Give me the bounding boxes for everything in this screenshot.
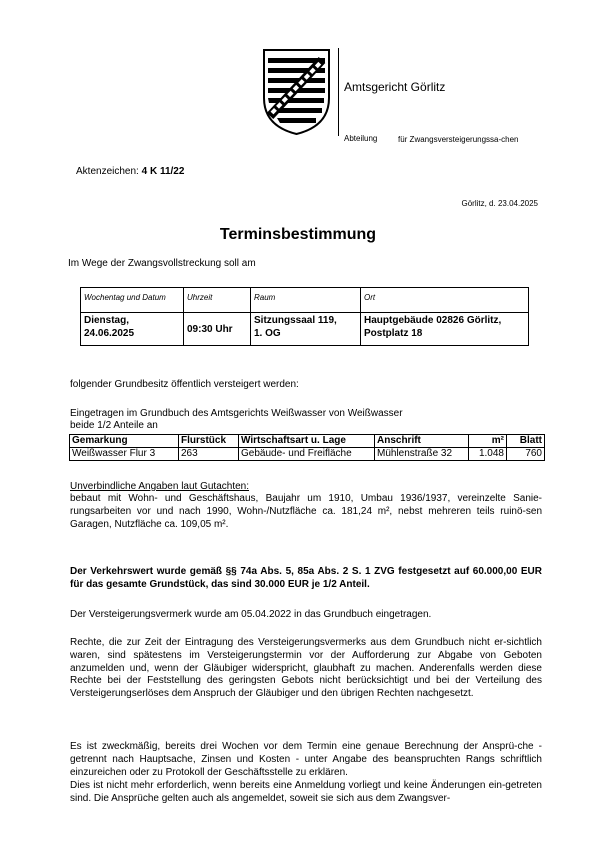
col-room: Raum bbox=[251, 288, 361, 313]
land-register-table bbox=[69, 434, 545, 461]
appointment-table bbox=[80, 287, 529, 346]
document-title: Terminsbestimmung bbox=[219, 226, 377, 243]
appointment-time: 09:30 Uhr bbox=[184, 313, 251, 346]
property-intro: folgender Grundbesitz öffentlich versteigert werden: bbox=[70, 379, 299, 390]
land-register-line-1: Eingetragen im Grundbuch des Amtsgerichts Weißwasser von Weißwasser bbox=[70, 408, 403, 419]
appointment-room bbox=[251, 313, 361, 346]
col-anschrift: Anschrift bbox=[375, 435, 469, 448]
room-line-2: 1. OG bbox=[254, 328, 281, 339]
letterhead-divider bbox=[338, 48, 339, 136]
saxony-coat-of-arms bbox=[260, 46, 333, 136]
col-weekday-date: Wochentag und Datum bbox=[81, 288, 184, 313]
appointment-weekday: Dienstag, bbox=[84, 315, 130, 326]
appointment-date-value: 24.06.2025 bbox=[84, 328, 135, 339]
rights-paragraph: Rechte, die zur Zeit der Eintragung des Versteigerungsvermerks aus dem Grundbuch nicht er-sichtlich waren, sind spätestens im Versteigerungstermin vor der Aufforderung zur Abgabe von Geboten anzumelden und, wenn der Gläubiger widerspricht, glaubhaft zu machen. Anderenfalls werden diese Rechte bei der Feststellung des geringsten Gebots nicht berücksichtigt und bei der Verteilung des Versteigerungserlöses dem Anspruch der Gläubiger und den übrigen Rechten nachgesetzt. bbox=[70, 637, 542, 700]
cell-flurstueck: 263 bbox=[179, 448, 239, 461]
land-register-line-2: beide 1/2 Anteile an bbox=[70, 420, 158, 431]
appointment-date bbox=[81, 313, 184, 346]
room-line-1: Sitzungssaal 119, bbox=[254, 315, 337, 326]
market-value: Der Verkehrswert wurde gemäß §§ 74a Abs. 5, 85a Abs. 2 S. 1 ZVG festgesetzt auf 60.000,00 EUR für das gesamte Grundstück, das sind 30.000 EUR je 1/2 Anteil. bbox=[70, 566, 542, 590]
place-date: Görlitz, d. 23.04.2025 bbox=[461, 199, 538, 208]
cell-blatt: 760 bbox=[507, 448, 545, 461]
cell-wirtschaftsart: Gebäude- und Freifläche bbox=[239, 448, 375, 461]
cell-anschrift: Mühlenstraße 32 bbox=[375, 448, 469, 461]
col-wirtschaftsart: Wirtschaftsart u. Lage bbox=[239, 435, 375, 448]
court-name: Amtsgericht Görlitz bbox=[344, 80, 446, 94]
appointment-place bbox=[361, 313, 529, 346]
claims-paragraph-2: Dies ist nicht mehr erforderlich, wenn bereits eine Anmeldung vorliegt und keine Änderungen ein-getreten sind. Die Ansprüche gelten auch als angemeldet, soweit sie sich aus dem Zwangsver- bbox=[70, 780, 542, 804]
intro-text: Im Wege der Zwangsvollstreckung soll am bbox=[68, 258, 256, 269]
auction-note: Der Versteigerungsvermerk wurde am 05.04.2022 in das Grundbuch eingetragen. bbox=[70, 609, 432, 620]
case-number-label: Aktenzeichen: bbox=[76, 166, 139, 177]
place-line-2: Postplatz 18 bbox=[364, 328, 423, 339]
appraisal-heading: Unverbindliche Angaben laut Gutachten: bbox=[70, 481, 250, 492]
appraisal-text: bebaut mit Wohn- und Geschäftshaus, Baujahr um 1910, Umbau 1936/1937, vereinzelte Sanie-rungsarbeiten vor und nach 1990, Wohn-/Nutzfläche ca. 181,24 m², nebst mehreren teils ruinö-sen Garagen, Nutzfläche ca. 109,05 m². bbox=[70, 493, 542, 530]
place-line-1: Hauptgebäude 02826 Görlitz, bbox=[364, 315, 502, 326]
col-gemarkung: Gemarkung bbox=[70, 435, 179, 448]
department-label: Abteilung bbox=[344, 134, 378, 143]
claims-paragraph-1: Es ist zweckmäßig, bereits drei Wochen vor dem Termin eine genaue Berechnung der Ansprü-che - getrennt nach Hauptsache, Zinsen und Kosten - unter Angabe des beanspruchten Rangs schriftlich einzureichen oder zu Protokoll der Geschäftsstelle zu erklären. bbox=[70, 741, 542, 778]
col-flurstueck: Flurstück bbox=[179, 435, 239, 448]
col-place: Ort bbox=[361, 288, 529, 313]
col-time: Uhrzeit bbox=[184, 288, 251, 313]
cell-gemarkung: Weißwasser Flur 3 bbox=[70, 448, 179, 461]
case-number bbox=[76, 166, 184, 177]
col-area: m² bbox=[469, 435, 507, 448]
col-blatt: Blatt bbox=[507, 435, 545, 448]
cell-area: 1.048 bbox=[469, 448, 507, 461]
department-value: für Zwangsversteigerungssa-chen bbox=[398, 135, 519, 144]
case-number-value: 4 K 11/22 bbox=[141, 166, 185, 177]
